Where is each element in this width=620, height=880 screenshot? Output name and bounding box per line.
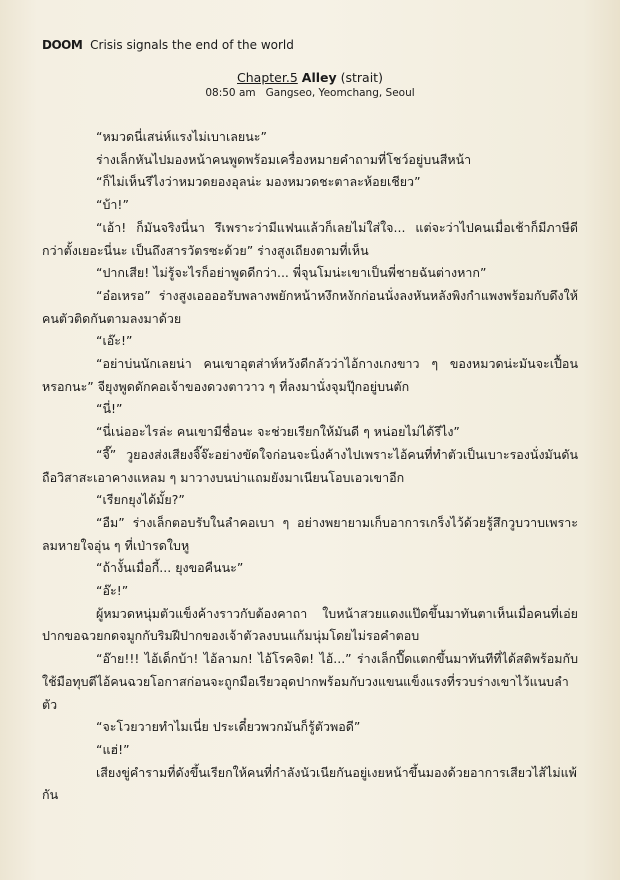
story-body	[42, 126, 578, 807]
book-brand: DOOM	[42, 38, 83, 52]
paragraph: เสียงขู่คำรามที่ดังขึ้นเรียกให้คนที่กำลังนัวเนียกันอยู่เงยหน้าขึ้นมองด้วยอาการเสียวไส้ไม่แพ้กัน	[42, 764, 577, 803]
scene-meta	[0, 87, 620, 100]
paragraph: “อย่าบ่นนักเลยน่า คนเขาอุตส่าห์หวังดีกลัวว่าไอ้กางเกงขาว ๆ ของหมวดน่ะมันจะเปื้อนหรอกนะ” จียุงพูดดักคอเจ้าของดวงตาวาว ๆ ที่ลงมานั่งจุมปุ๊กอยู่บนตัก	[42, 356, 578, 394]
paragraph: “อืม” ร่างเล็กตอบรับในลำคอเบา ๆ อย่างพยายามเก็บอาการเกร็งไว้ด้วยรู้สึกวูบวาบเพราะลมหายใจอุ่น ๆ ที่เป่ารดใบหู	[42, 514, 578, 553]
chapter-title: Alley	[301, 70, 337, 85]
paragraph: “ปากเสีย! ไม่รู้จะไรก็อย่าพูดดีกว่า... พี่จุนโมน่ะเขาเป็นพี่ชายฉันต่างหาก”	[96, 265, 487, 281]
paragraph: “ก็ไม่เห็นรึไงว่าหมวดยองอุลน่ะ มองหมวดชะตาละห้อยเชียว”	[96, 174, 421, 190]
scene-location: Gangseo, Yeomchang, Seoul	[265, 87, 415, 99]
paragraph: ผู้หมวดหนุ่มตัวแข็งค้างราวกับต้องคาถา ใบหน้าสวยแดงแป๊ดขึ้นมาทันตาเห็นเมื่อคนที่เอ่ยปากขอฉวยกดจมูกกับริมฝีปากของเจ้าตัวลงบนแก้มนุ่มโดยไม่รอคำตอบ	[42, 605, 578, 644]
paragraph: “อ๊าย!!! ไอ้เด็กบ้า! ไอ้ลามก! ไอ้โรคจิต! ไอ้...” ร่างเล็กปี๊ดแตกขึ้นมาทันทีที่ได้สติพร้อมกับใช้มือทุบตีไอ้คนฉวยโอกาสก่อนจะถูกมือเรียวอุดปากพร้อมกับวงแขนแข็งแรงที่รวบร่างเขาไว้แนบลำตัว	[42, 651, 578, 712]
paragraph: “อ๊ะ!”	[96, 583, 129, 599]
paragraph: “เรียกยุงได้มั้ย?”	[96, 492, 185, 508]
paragraph: “นี่!”	[96, 401, 123, 417]
paragraph: “จะโวยวายทำไมเนี่ย ประเดี๋ยวพวกมันก็รู้ตัวพอดี”	[96, 719, 361, 735]
paragraph: ร่างเล็กหันไปมองหน้าคนพูดพร้อมเครื่องหมายคำถามที่โชว์อยู่บนสีหน้า	[96, 151, 472, 167]
paragraph: “บ้า!”	[96, 197, 129, 213]
paragraph: “นี่เน่ออะไรล่ะ คนเขามีชื่อนะ จะช่วยเรียกให้มันดี ๆ หน่อยไม่ได้รึไง”	[96, 424, 460, 440]
chapter-number: Chapter.5	[237, 70, 298, 85]
running-header	[42, 38, 294, 52]
paragraph: “จี๊” วูยองส่งเสียงจิ๊จ๊ะอย่างขัดใจก่อนจะนิ่งค้างไปเพราะไอ้คนที่ทำตัวเป็นเบาะรองนั่งมันดันถือวิสาสะเอาคางแหลม ๆ มาวางบนบ่าแถมยังมาเนียนโอบเอวเขาอีก	[42, 446, 578, 485]
paragraph: “เอ๊ะ!”	[96, 333, 133, 349]
paragraph: “อ๋อเหรอ” ร่างสูงเออออรับพลางพยักหน้าหงึกหงักก่อนนั่งลงหันหลังพิงกำแพงพร้อมกับดึงให้คนตัวติดกันตามลงมาด้วย	[42, 287, 578, 326]
book-subtitle: Crisis signals the end of the world	[90, 38, 294, 52]
paragraph: “หมวดนี่เสน่ห์แรงไม่เบาเลยนะ”	[96, 129, 267, 144]
paragraph: “ถ้างั้นเมื่อกี้... ยุงขอคืนนะ”	[96, 560, 244, 576]
chapter-subtitle: (strait)	[340, 70, 383, 85]
paragraph: “แฮ่!”	[96, 741, 130, 757]
scene-time: 08:50 am	[205, 87, 256, 99]
paragraph: “เอ้า! ก็มันจริงนี่นา รึเพราะว่ามีแฟนแล้วก็เลยไม่ใส่ใจ... แต่จะว่าไปคนเมื่อเช้าก็มีภาษีดีกว่าตั้งเยอะนี่นะ เป็นถึงสารวัตรซะด้วย” ร่างสูงเถียงตามที่เห็น	[42, 219, 578, 258]
chapter-heading	[0, 70, 620, 85]
